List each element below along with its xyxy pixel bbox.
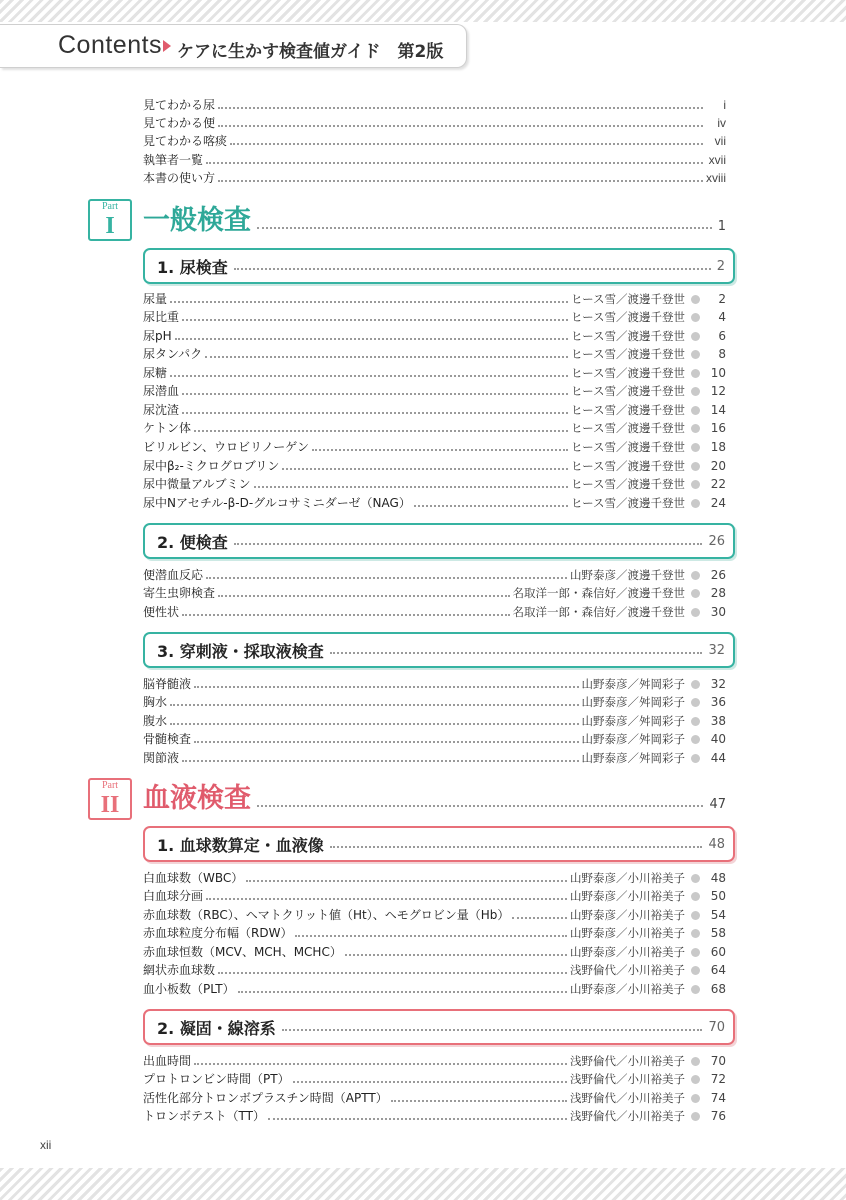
section-page: 48	[708, 836, 725, 852]
entry-title: 赤血球数（RBC）、ヘマトクリット値（Ht）、ヘモグロビン量（Hb）	[143, 908, 510, 922]
entry-page: 48	[710, 871, 726, 885]
entry-title: 尿pH	[143, 329, 172, 343]
toc-frontmatter-entry[interactable]	[143, 167, 726, 185]
toc-entry[interactable]	[143, 362, 726, 380]
entry-title: 脳脊髄液	[143, 677, 192, 691]
entry-author: 名取洋一郎・森信好／渡邊千登世	[512, 586, 685, 600]
dot-leader	[218, 972, 567, 974]
entry-author: ヒース雪／渡邊千登世	[571, 459, 685, 473]
dot-leader	[246, 880, 567, 882]
entry-author: 山野泰彦／小川裕美子	[570, 871, 685, 885]
dot-leader	[182, 614, 509, 616]
dot-leader	[170, 301, 568, 303]
section-heading-coagulation[interactable]	[143, 1009, 735, 1045]
entry-author: ヒース雪／渡邊千登世	[571, 440, 685, 454]
section-page: 70	[708, 1019, 725, 1035]
dot-leader	[293, 1081, 567, 1083]
part-1-heading[interactable]	[143, 205, 726, 237]
entry-page: 22	[710, 477, 726, 491]
toc-entry[interactable]	[143, 922, 726, 940]
entry-title: 寄生虫卵検査	[143, 586, 216, 600]
dot-leader	[182, 393, 568, 395]
dot-leader	[194, 686, 578, 688]
bullet-icon	[691, 571, 700, 580]
toc-entry[interactable]	[143, 325, 726, 343]
toc-entry[interactable]	[143, 959, 726, 977]
entry-title: 見てわかる喀痰	[143, 134, 228, 148]
entry-page: 32	[710, 677, 726, 691]
bullet-icon	[691, 754, 700, 763]
entry-author: 浅野倫代／小川裕美子	[570, 1091, 685, 1105]
bullet-icon	[691, 985, 700, 994]
toc-entry[interactable]	[143, 399, 726, 417]
entry-author: ヒース雪／渡邊千登世	[571, 421, 685, 435]
entry-page: 70	[710, 1054, 726, 1068]
entry-author: 山野泰彦／小川裕美子	[570, 982, 685, 996]
entry-title: 白血球数（WBC）	[143, 871, 244, 885]
entry-title: 見てわかる便	[143, 116, 216, 130]
entry-title: 尿中Nアセチル-β-D-グルコサミニダーゼ（NAG）	[143, 496, 411, 510]
toc-frontmatter-entry[interactable]	[143, 94, 726, 112]
toc-frontmatter-entry[interactable]	[143, 112, 726, 130]
entry-title: 腹水	[143, 714, 168, 728]
dot-leader	[182, 760, 578, 762]
bullet-icon	[691, 735, 700, 744]
bullet-icon	[691, 717, 700, 726]
dot-leader	[218, 180, 703, 182]
bullet-icon	[691, 480, 700, 489]
entry-page: xviii	[706, 171, 726, 185]
section-heading-urine[interactable]	[143, 248, 735, 284]
page-folio: xii	[40, 1138, 52, 1152]
bullet-icon	[691, 1112, 700, 1121]
entry-title: 便潜血反応	[143, 568, 204, 582]
entry-title: 尿潜血	[143, 384, 180, 398]
dot-leader	[218, 125, 703, 127]
toc-entry[interactable]	[143, 691, 726, 709]
header-arrow-icon	[163, 40, 171, 52]
entry-page: 18	[710, 440, 726, 454]
bullet-icon	[691, 1057, 700, 1066]
toc-entry[interactable]	[143, 436, 726, 454]
toc-entry[interactable]	[143, 380, 726, 398]
dot-leader	[206, 162, 703, 164]
header-contents-label: Contents	[58, 31, 163, 59]
bullet-icon	[691, 1094, 700, 1103]
entry-author: 浅野倫代／小川裕美子	[570, 1054, 685, 1068]
entry-title: 尿中微量アルブミン	[143, 477, 251, 491]
entry-title: 活性化部分トロンボプラスチン時間（APTT）	[143, 1091, 388, 1105]
dot-leader	[254, 486, 569, 488]
toc-entry[interactable]	[143, 492, 726, 510]
dot-leader	[295, 935, 567, 937]
entry-page: 26	[710, 568, 726, 582]
dot-leader	[282, 468, 568, 470]
toc-entry[interactable]	[143, 473, 726, 491]
dot-leader	[230, 143, 703, 145]
entry-title: ビリルビン、ウロビリノーゲン	[143, 440, 309, 454]
part-2-icon	[88, 778, 132, 820]
toc-entry[interactable]	[143, 306, 726, 324]
toc-entry[interactable]	[143, 904, 726, 922]
entry-author: ヒース雪／渡邊千登世	[571, 403, 685, 417]
entry-page: 38	[710, 714, 726, 728]
section-page: 32	[708, 642, 725, 658]
entry-title: ケトン体	[143, 421, 192, 435]
entry-author: 山野泰彦／舛岡彩子	[581, 751, 685, 765]
section-heading-stool[interactable]	[143, 523, 735, 559]
bullet-icon	[691, 387, 700, 396]
entry-author: ヒース雪／渡邊千登世	[571, 496, 685, 510]
entry-title: 尿沈渣	[143, 403, 180, 417]
entry-author: 山野泰彦／小川裕美子	[570, 926, 685, 940]
toc-entry[interactable]	[143, 867, 726, 885]
part-2-heading[interactable]	[143, 783, 726, 815]
dot-leader	[206, 577, 567, 579]
toc-entry[interactable]	[143, 564, 726, 582]
section-title: 1. 尿検査	[157, 257, 228, 277]
entry-author: 山野泰彦／舛岡彩子	[581, 732, 685, 746]
toc-entry[interactable]	[143, 1068, 726, 1086]
bullet-icon	[691, 424, 700, 433]
part-title: 一般検査	[143, 205, 251, 236]
entry-page: 58	[710, 926, 726, 940]
entry-author: ヒース雪／渡邊千登世	[571, 329, 685, 343]
bullet-icon	[691, 369, 700, 378]
entry-page: 10	[710, 366, 726, 380]
entry-title: プロトロンビン時間（PT）	[143, 1072, 290, 1086]
toc-frontmatter-entry[interactable]	[143, 149, 726, 167]
entry-page: 28	[710, 586, 726, 600]
entry-author: ヒース雪／渡邊千登世	[571, 347, 685, 361]
bullet-icon	[691, 874, 700, 883]
dot-leader	[257, 227, 712, 229]
entry-page: 16	[710, 421, 726, 435]
dot-leader	[345, 954, 567, 956]
bullet-icon	[691, 698, 700, 707]
toc-entry[interactable]	[143, 728, 726, 746]
toc-entry[interactable]	[143, 941, 726, 959]
entry-page: 64	[710, 963, 726, 977]
dot-leader	[194, 430, 568, 432]
dot-leader	[282, 1029, 703, 1031]
toc-frontmatter-entry[interactable]	[143, 130, 726, 148]
entry-title: 胸水	[143, 695, 168, 709]
toc-entry[interactable]	[143, 343, 726, 361]
dot-leader	[170, 704, 578, 706]
bullet-icon	[691, 966, 700, 975]
entry-title: 関節液	[143, 751, 180, 765]
part-page: 1	[717, 219, 726, 234]
toc-entry[interactable]	[143, 747, 726, 765]
entry-page: xvii	[708, 153, 726, 167]
dot-leader	[170, 723, 578, 725]
bullet-icon	[691, 499, 700, 508]
dot-leader	[182, 319, 568, 321]
dot-leader	[257, 805, 703, 807]
entry-page: 6	[718, 329, 726, 343]
entry-page: 8	[718, 347, 726, 361]
entry-page: 50	[710, 889, 726, 903]
section-title: 2. 便検査	[157, 532, 228, 552]
toc-entry[interactable]	[143, 710, 726, 728]
entry-author: 山野泰彦／小川裕美子	[570, 889, 685, 903]
section-title: 2. 凝固・線溶系	[157, 1018, 276, 1038]
entry-author: 山野泰彦／舛岡彩子	[581, 714, 685, 728]
dot-leader	[175, 338, 568, 340]
dot-leader	[512, 917, 567, 919]
section-title: 3. 穿刺液・採取液検査	[157, 641, 324, 661]
entry-title: 尿タンパク	[143, 347, 203, 361]
section-page: 26	[708, 533, 725, 549]
entry-title: 出血時間	[143, 1054, 192, 1068]
entry-author: ヒース雪／渡邊千登世	[571, 384, 685, 398]
dot-leader	[206, 898, 567, 900]
dot-leader	[234, 543, 703, 545]
dot-leader	[218, 595, 509, 597]
entry-title: 網状赤血球数	[143, 963, 216, 977]
toc-entry[interactable]	[143, 601, 726, 619]
section-page: 2	[716, 258, 725, 274]
entry-title: 赤血球粒度分布幅（RDW）	[143, 926, 293, 940]
bullet-icon	[691, 313, 700, 322]
toc-entry[interactable]	[143, 1050, 726, 1068]
dot-leader	[205, 356, 568, 358]
entry-title: 血小板数（PLT）	[143, 982, 235, 996]
bullet-icon	[691, 948, 700, 957]
entry-title: 尿糖	[143, 366, 168, 380]
toc-entry[interactable]	[143, 455, 726, 473]
entry-title: 尿中β₂-ミクログロブリン	[143, 459, 280, 473]
bullet-icon	[691, 443, 700, 452]
toc-entry[interactable]	[143, 582, 726, 600]
entry-title: 赤血球恒数（MCV、MCH、MCHC）	[143, 945, 342, 959]
dot-leader	[414, 505, 568, 507]
entry-page: 2	[718, 292, 726, 306]
toc-entry[interactable]	[143, 885, 726, 903]
part-numeral: II	[100, 792, 120, 818]
entry-page: 24	[710, 496, 726, 510]
entry-author: 山野泰彦／舛岡彩子	[581, 677, 685, 691]
entry-page: 60	[710, 945, 726, 959]
bullet-icon	[691, 295, 700, 304]
entry-page: 20	[710, 459, 726, 473]
entry-page: 30	[710, 605, 726, 619]
entry-title: 執筆者一覧	[143, 153, 204, 167]
entry-title: 見てわかる尿	[143, 98, 216, 112]
entry-author: 山野泰彦／舛岡彩子	[581, 695, 685, 709]
entry-page: 54	[710, 908, 726, 922]
entry-page: 12	[710, 384, 726, 398]
entry-page: 14	[710, 403, 726, 417]
dot-leader	[170, 375, 568, 377]
entry-author: 山野泰彦／小川裕美子	[570, 908, 685, 922]
entry-page: 36	[710, 695, 726, 709]
entry-author: ヒース雪／渡邊千登世	[571, 292, 685, 306]
bullet-icon	[691, 929, 700, 938]
top-stripe-band	[0, 0, 846, 22]
bullet-icon	[691, 332, 700, 341]
dot-leader	[234, 268, 711, 270]
entry-page: 72	[710, 1072, 726, 1086]
entry-author: 浅野倫代／小川裕美子	[570, 1072, 685, 1086]
bullet-icon	[691, 892, 700, 901]
entry-title: 本書の使い方	[143, 171, 216, 185]
dot-leader	[238, 991, 567, 993]
toc-entry[interactable]	[143, 673, 726, 691]
entry-author: ヒース雪／渡邊千登世	[571, 310, 685, 324]
dot-leader	[268, 1118, 567, 1120]
toc-entry[interactable]	[143, 288, 726, 306]
entry-title: 骨髄検査	[143, 732, 192, 746]
entry-page: 76	[710, 1109, 726, 1123]
bullet-icon	[691, 462, 700, 471]
part-title: 血液検査	[143, 783, 251, 814]
dot-leader	[330, 652, 703, 654]
bullet-icon	[691, 350, 700, 359]
toc-entry[interactable]	[143, 1105, 726, 1123]
bullet-icon	[691, 680, 700, 689]
entry-title: 白血球分画	[143, 889, 204, 903]
part-page: 47	[709, 797, 726, 812]
entry-author: 浅野倫代／小川裕美子	[570, 963, 685, 977]
entry-page: 40	[710, 732, 726, 746]
entry-page: iv	[717, 116, 726, 130]
entry-page: 44	[710, 751, 726, 765]
bullet-icon	[691, 406, 700, 415]
dot-leader	[194, 1063, 567, 1065]
part-1-icon	[88, 199, 132, 241]
entry-page: 68	[710, 982, 726, 996]
entry-author: ヒース雪／渡邊千登世	[571, 477, 685, 491]
entry-page: vii	[714, 134, 726, 148]
dot-leader	[330, 846, 703, 848]
entry-title: 便性状	[143, 605, 180, 619]
toc-entry[interactable]	[143, 417, 726, 435]
section-heading-puncture-fluid[interactable]	[143, 632, 735, 668]
section-heading-blood-count[interactable]	[143, 826, 735, 862]
entry-title: 尿量	[143, 292, 168, 306]
entry-title: トロンボテスト（TT）	[143, 1109, 265, 1123]
dot-leader	[312, 449, 568, 451]
dot-leader	[218, 107, 703, 109]
part-numeral: I	[105, 213, 115, 239]
part-label: Part	[101, 201, 119, 212]
dot-leader	[391, 1100, 567, 1102]
entry-page: i	[723, 98, 726, 112]
entry-author: 名取洋一郎・森信好／渡邊千登世	[512, 605, 685, 619]
part-label: Part	[101, 780, 119, 791]
bullet-icon	[691, 911, 700, 920]
entry-author: 山野泰彦／小川裕美子	[570, 945, 685, 959]
section-title: 1. 血球数算定・血液像	[157, 835, 324, 855]
dot-leader	[194, 741, 578, 743]
header-guide-title: ケアに生かす検査値ガイド 第2版	[177, 42, 444, 62]
bullet-icon	[691, 589, 700, 598]
toc-entry[interactable]	[143, 1087, 726, 1105]
entry-title: 尿比重	[143, 310, 180, 324]
entry-page: 4	[718, 310, 726, 324]
bottom-stripe-band	[0, 1168, 846, 1200]
bullet-icon	[691, 1075, 700, 1084]
entry-author: 山野泰彦／渡邊千登世	[570, 568, 685, 582]
bullet-icon	[691, 608, 700, 617]
toc-entry[interactable]	[143, 978, 726, 996]
entry-author: ヒース雪／渡邊千登世	[571, 366, 685, 380]
dot-leader	[182, 412, 568, 414]
entry-author: 浅野倫代／小川裕美子	[570, 1109, 685, 1123]
entry-page: 74	[710, 1091, 726, 1105]
